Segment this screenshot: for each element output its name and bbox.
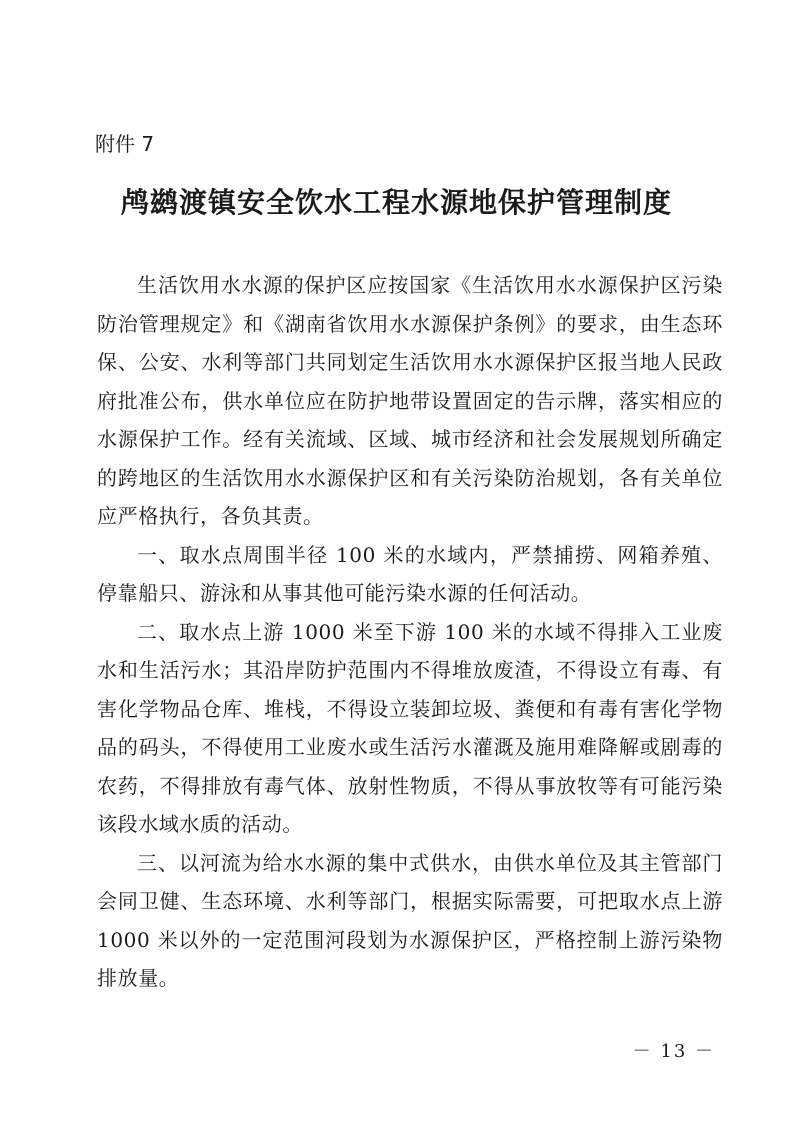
document-title: 鸬鹚渡镇安全饮水工程水源地保护管理制度 [120, 186, 672, 219]
attachment-label: 附件 7 [95, 132, 155, 156]
paragraph-item-3: 三、以河流为给水水源的集中式供水，由供水单位及其主管部门会同卫健、生态环境、水利等部门，根据实际需要，可把取水点上游 1000 米以外的一定范围河段划为水源保护区，严格控制上游污染物排放量。 [97, 850, 723, 990]
document-body [97, 266, 723, 998]
paragraph-item-2: 二、取水点上游 1000 米至下游 100 米的水域不得排入工业废水和生活污水；其沿岸防护范围内不得堆放废渣，不得设立有毒、有害化学物品仓库、堆栈，不得设立装卸垃圾、粪便和有毒有害化学物品的码头，不得使用工业废水或生活污水灌溉及施用难降解或剧毒的农药，不得排放有毒气体、放射性物质，不得从事放牧等有可能污染该段水域水质的活动。 [97, 619, 723, 836]
paragraph-item-1: 一、取水点周围半径 100 米的水域内，严禁捕捞、网箱养殖、停靠船只、游泳和从事其他可能污染水源的任何活动。 [97, 542, 723, 605]
paragraph-intro: 生活饮用水水源的保护区应按国家《生活饮用水水源保护区污染防治管理规定》和《湖南省饮用水水源保护条例》的要求，由生态环保、公安、水利等部门共同划定生活饮用水水源保护区报当地人民政府批准公布，供水单位应在防护地带设置固定的告示牌，落实相应的水源保护工作。经有关流域、区域、城市经济和社会发展规划所确定的跨地区的生活饮用水水源保护区和有关污染防治规划，各有关单位应严格执行，各负其责。 [97, 273, 723, 528]
page-number: － 13 － [632, 1041, 715, 1062]
